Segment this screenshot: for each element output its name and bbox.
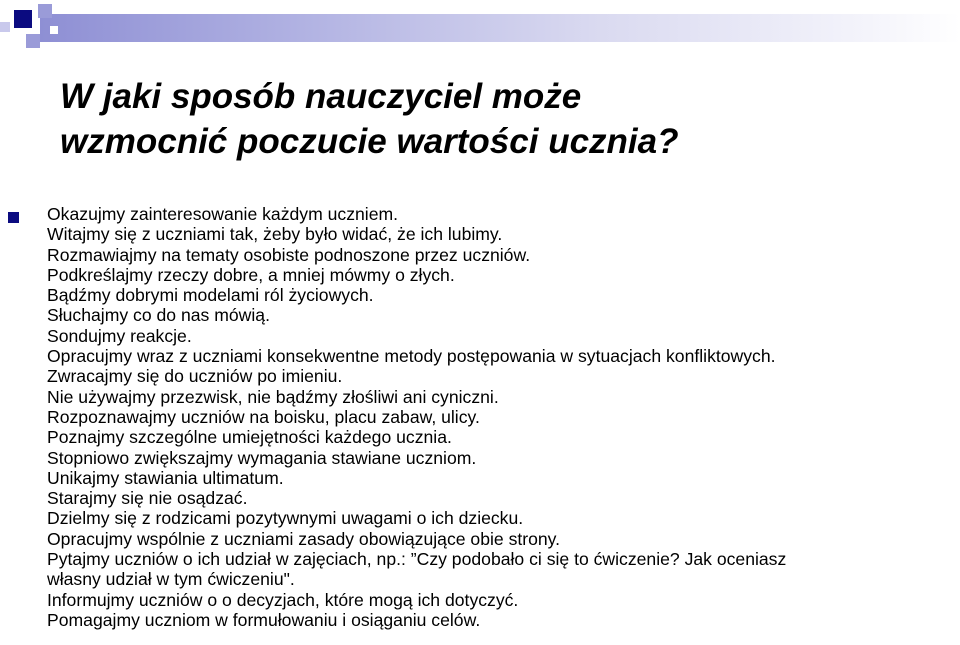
body-line: Słuchajmy co do nas mówią. [47,305,270,326]
body-line: własny udział w tym ćwiczeniu". [47,569,295,590]
body-line: Poznajmy szczególne umiejętności każdego ucznia. [47,427,452,448]
body-line: Sondujmy reakcje. [47,325,192,346]
square-bullet-icon [8,212,19,223]
body-line: Informujmy uczniów o o decyzjach, które mogą ich dotyczyć. [47,589,519,610]
body-line: Opracujmy wspólnie z uczniami zasady obowiązujące obie strony. [47,528,561,549]
slide-body [47,204,952,630]
body-line: Zwracajmy się do uczniów po imieniu. [47,366,343,387]
decor-square [26,34,40,48]
decor-square [14,10,32,28]
header-decoration [0,0,960,60]
body-line: Stopniowo zwiększajmy wymagania stawiane uczniom. [47,447,477,468]
body-line: Witajmy się z uczniami tak, żeby było widać, że ich lubimy. [47,224,503,245]
body-line: Unikajmy stawiania ultimatum. [47,467,284,488]
body-line: Okazujmy zainteresowanie każdym uczniem. [47,204,399,224]
body-line: Rozpoznawajmy uczniów na boisku, placu zabaw, ulicy. [47,406,480,427]
body-line: Nie używajmy przezwisk, nie bądźmy złośliwi ani cyniczni. [47,386,499,407]
body-line: Podkreślajmy rzeczy dobre, a mniej mówmy o złych. [47,264,455,285]
body-line: Opracujmy wraz z uczniami konsekwentne metody postępowania w sytuacjach konfliktowych. [47,346,776,367]
decor-square [38,4,52,18]
body-line: Dzielmy się z rodzicami pozytywnymi uwagami o ich dziecku. [47,508,524,529]
slide-title-line: W jaki sposób nauczyciel może [60,77,582,116]
slide-title-line: wzmocnić poczucie wartości ucznia? [60,122,679,161]
body-line: Pytajmy uczniów o ich udział w zajęciach, np.: ”Czy podobało ci się to ćwiczenie? Jak oceniasz [47,549,787,570]
slide-title [60,74,920,164]
decor-square [0,22,10,32]
header-gradient-bar [40,14,960,42]
body-line: Pomagajmy uczniom w formułowaniu i osiąganiu celów. [47,609,481,630]
body-line: Bądźmy dobrymi modelami ról życiowych. [47,285,374,306]
decor-square [50,26,58,34]
body-line: Starajmy się nie osądzać. [47,488,248,509]
body-line: Rozmawiajmy na tematy osobiste podnoszone przez uczniów. [47,244,531,265]
